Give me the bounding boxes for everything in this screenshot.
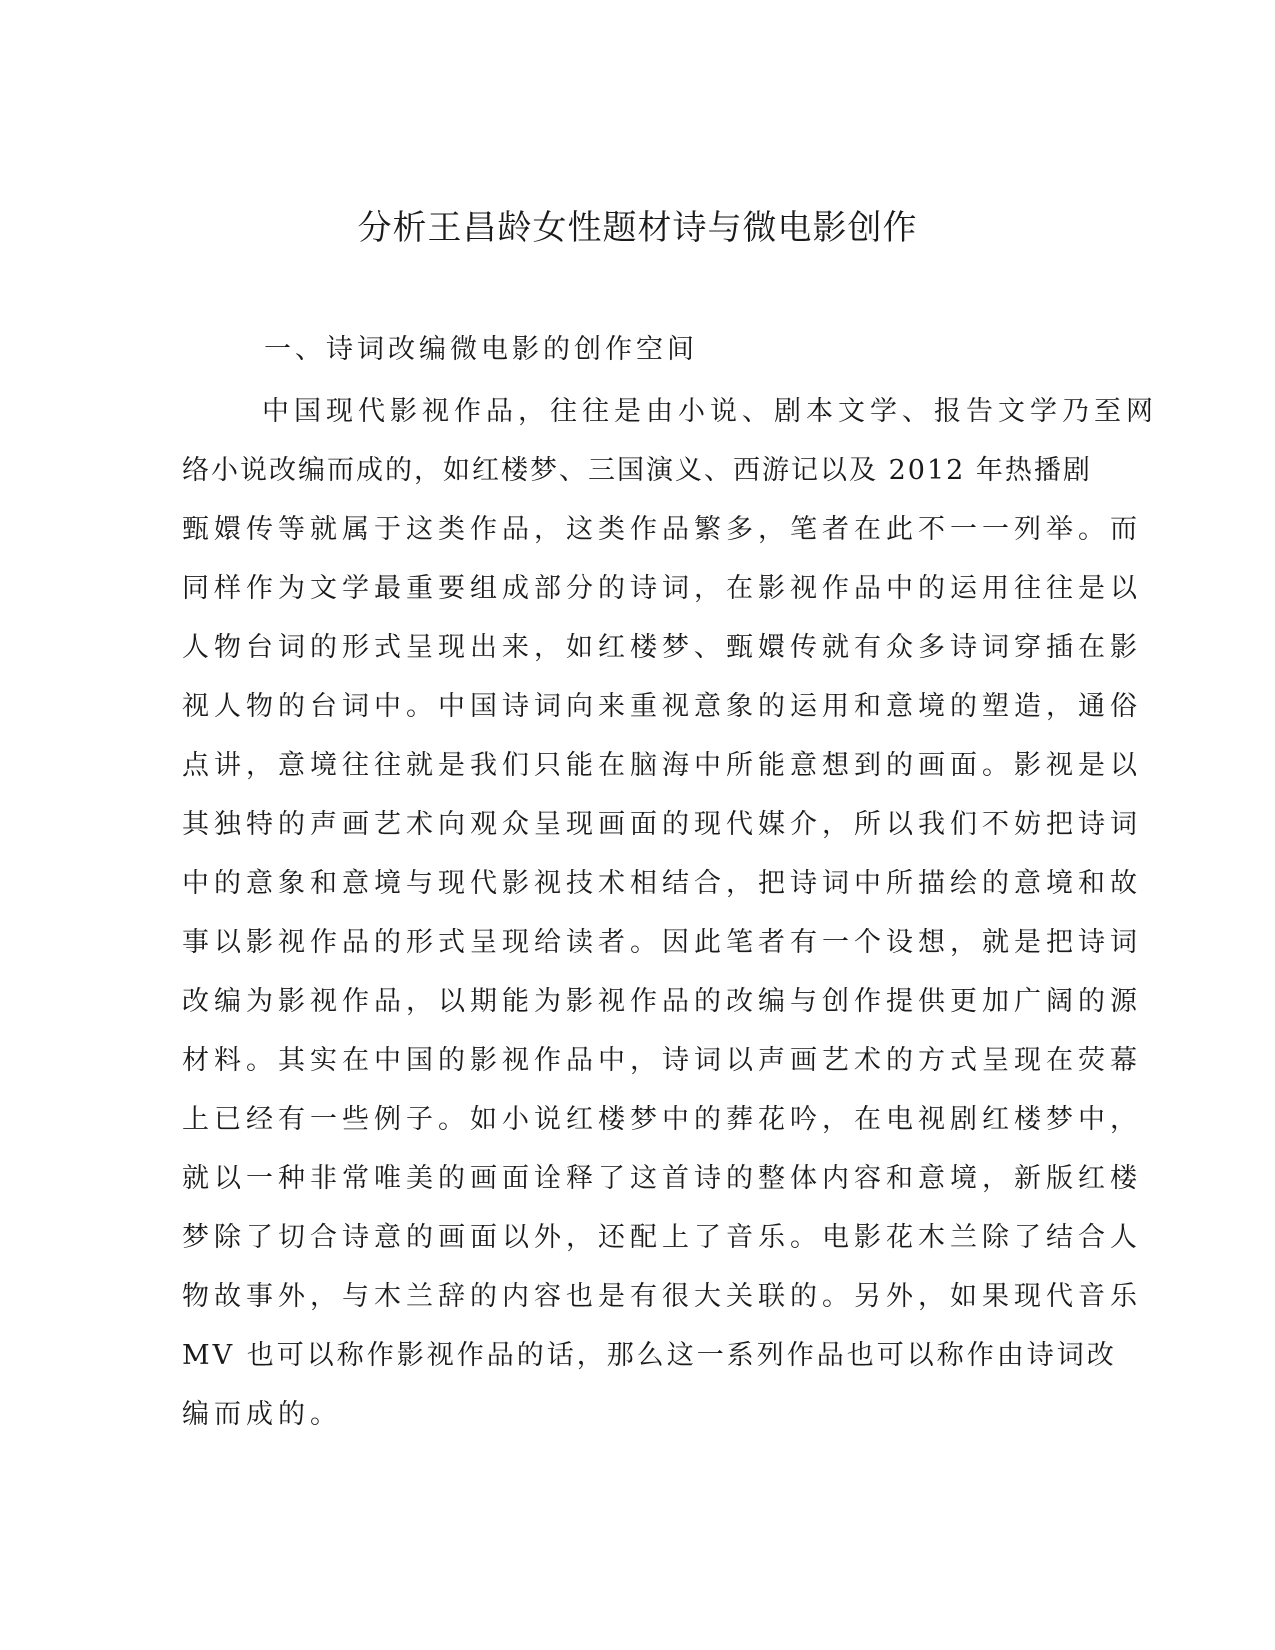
body-line: 改编为影视作品，以期能为影视作品的改编与创作提供更加广阔的源 — [182, 986, 1142, 1017]
document-title: 分析王昌龄女性题材诗与微电影创作 — [357, 208, 918, 248]
body-line: MV 也可以称作影视作品的话，那么这一系列作品也可以称作由诗词改 — [182, 1340, 1117, 1371]
body-line: 点讲，意境往往就是我们只能在脑海中所能意想到的画面。影视是以 — [182, 750, 1142, 781]
body-line: 梦除了切合诗意的画面以外，还配上了音乐。电影花木兰除了结合人 — [182, 1222, 1142, 1253]
section-heading: 一、诗词改编微电影的创作空间 — [264, 334, 698, 365]
body-line: 人物台词的形式呈现出来，如红楼梦、甄嬛传就有众多诗词穿插在影 — [182, 632, 1142, 663]
body-line: 编而成的。 — [182, 1399, 342, 1430]
body-line: 其独特的声画艺术向观众呈现画面的现代媒介，所以我们不妨把诗词 — [182, 809, 1142, 840]
body-line: 物故事外，与木兰辞的内容也是有很大关联的。另外，如果现代音乐 — [182, 1281, 1142, 1312]
body-line: 络小说改编而成的，如红楼梦、三国演义、西游记以及 2012 年热播剧 — [182, 455, 1092, 486]
body-line: 上已经有一些例子。如小说红楼梦中的葬花吟，在电视剧红楼梦中， — [182, 1104, 1142, 1135]
body-line: 材料。其实在中国的影视作品中，诗词以声画艺术的方式呈现在荧幕 — [182, 1045, 1142, 1076]
body-line: 中国现代影视作品，往往是由小说、剧本文学、报告文学乃至网 — [262, 396, 1158, 427]
body-line: 同样作为文学最重要组成部分的诗词，在影视作品中的运用往往是以 — [182, 573, 1142, 604]
body-line: 事以影视作品的形式呈现给读者。因此笔者有一个设想，就是把诗词 — [182, 927, 1142, 958]
body-line: 中的意象和意境与现代影视技术相结合，把诗词中所描绘的意境和故 — [182, 868, 1142, 899]
body-line: 就以一种非常唯美的画面诠释了这首诗的整体内容和意境，新版红楼 — [182, 1163, 1142, 1194]
body-line: 视人物的台词中。中国诗词向来重视意象的运用和意境的塑造，通俗 — [182, 691, 1142, 722]
body-line: 甄嬛传等就属于这类作品，这类作品繁多，笔者在此不一一列举。而 — [182, 514, 1142, 545]
